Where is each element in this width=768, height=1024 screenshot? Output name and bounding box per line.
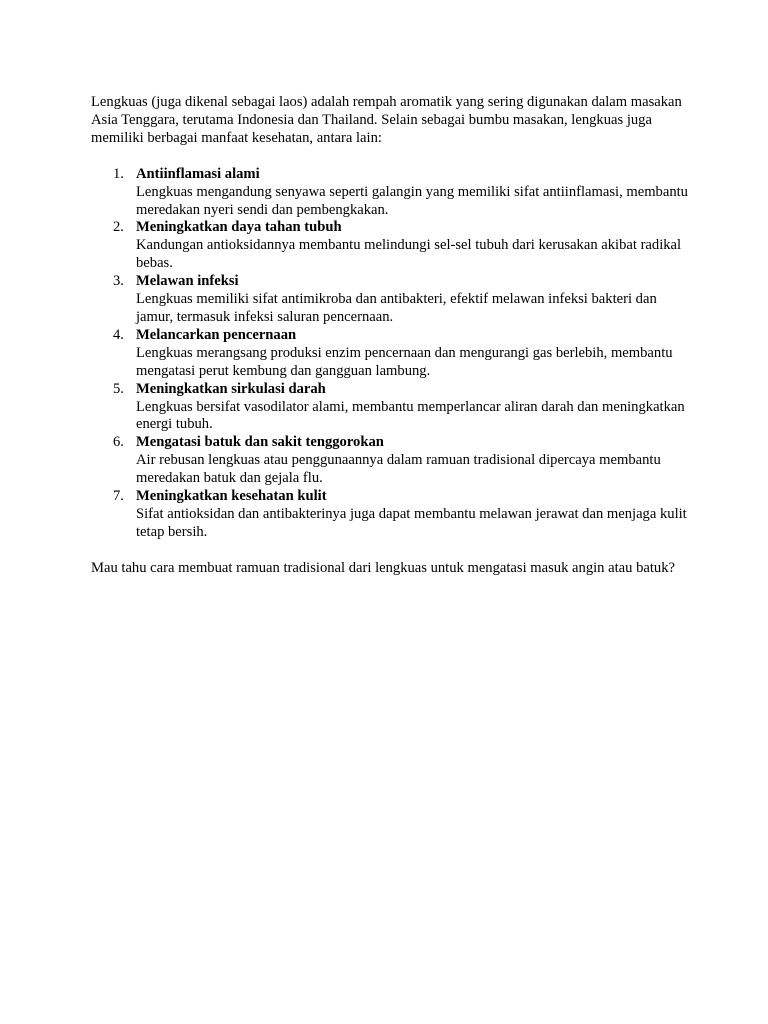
intro-paragraph: Lengkuas (juga dikenal sebagai laos) adalah rempah aromatik yang sering digunakan dalam masakan Asia Tenggara, terutama Indonesia dan Thailand. Selain sebagai bumbu masakan, lengkuas juga memiliki berbagai manfaat kesehatan, antara lain: (91, 94, 682, 146)
list-item (91, 327, 691, 381)
item-description: Lengkuas memiliki sifat antimikroba dan antibakteri, efektif melawan infeksi bakteri dan jamur, termasuk infeksi saluran pencernaan. (136, 291, 657, 325)
benefits-list (91, 166, 691, 542)
list-item (91, 488, 691, 542)
item-number: 2. (113, 219, 124, 236)
item-title: Melancarkan pencernaan (136, 326, 297, 343)
item-number: 5. (113, 380, 124, 397)
item-title: Antiinflamasi alami (136, 165, 260, 182)
closing-paragraph: Mau tahu cara membuat ramuan tradisional dari lengkuas untuk mengatasi masuk angin atau batuk? (91, 559, 675, 576)
item-number: 1. (113, 165, 124, 182)
item-description: Sifat antioksidan dan antibakterinya juga dapat membantu melawan jerawat dan menjaga kulit tetap bersih. (136, 505, 687, 540)
list-item (91, 273, 691, 327)
list-item (91, 434, 691, 488)
item-number: 6. (113, 434, 124, 451)
item-number: 7. (113, 488, 124, 505)
list-item (91, 219, 691, 273)
item-description: Lengkuas mengandung senyawa seperti galangin yang memiliki sifat antiinflamasi, membantu meredakan nyeri sendi dan pembengkakan. (136, 183, 688, 218)
item-description: Kandungan antioksidannya membantu melindungi sel-sel tubuh dari kerusakan akibat radikal bebas. (136, 237, 682, 272)
item-number: 4. (113, 326, 124, 343)
item-title: Meningkatkan sirkulasi darah (136, 380, 326, 397)
document-page (91, 94, 691, 578)
item-description: Lengkuas merangsang produksi enzim pencernaan dan mengurangi gas berlebih, membantu mengatasi perut kembung dan gangguan lambung. (136, 344, 673, 379)
item-title: Meningkatkan kesehatan kulit (136, 488, 327, 505)
list-item (91, 381, 691, 435)
item-title: Mengatasi batuk dan sakit tenggorokan (136, 434, 384, 451)
item-description: Lengkuas bersifat vasodilator alami, membantu memperlancar aliran darah dan meningkatkan energi tubuh. (136, 398, 685, 433)
item-title: Melawan infeksi (136, 273, 239, 290)
item-number: 3. (113, 273, 124, 290)
list-item (91, 166, 691, 220)
item-title: Meningkatkan daya tahan tubuh (136, 219, 342, 236)
item-description: Air rebusan lengkuas atau penggunaannya dalam ramuan tradisional dipercaya membantu meredakan batuk dan gejala flu. (136, 452, 661, 487)
